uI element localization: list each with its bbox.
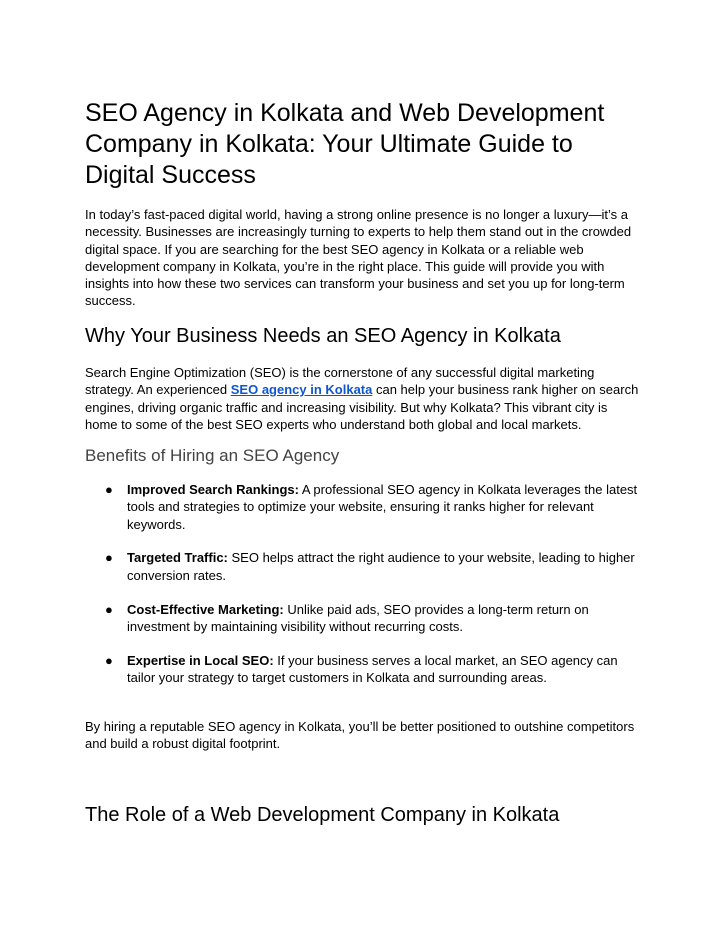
item-title: Expertise in Local SEO:	[127, 652, 274, 668]
list-item	[85, 481, 641, 533]
text: can help your business rank higher on search engines, driving organic traffic and increasing visibility. But why Kolkata? This vibrant city is home to some of the best SEO experts who understand both global and local markets.	[85, 382, 639, 432]
bullet: ●	[105, 550, 113, 566]
item-text: SEO helps attract the right audience to your website, leading to higher conversion rates.	[127, 550, 635, 583]
intro-paragraph: In today’s fast-paced digital world, having a strong online presence is no longer a luxury—it’s a necessity. Businesses are increasingly turning to experts to help them stand out in the crowded digital space. If you are searching for the best SEO agency in Kolkata or a reliable web development company in Kolkata, you’re in the right place. This guide will provide you with insights into how these two services can transform your business and set you up for long-term success.	[85, 207, 632, 309]
list-item	[85, 601, 641, 636]
section-heading-webdev: The Role of a Web Development Company in Kolkata	[85, 804, 560, 826]
bullet: ●	[105, 601, 113, 617]
conclusion-paragraph: By hiring a reputable SEO agency in Kolkata, you’ll be better positioned to outshine competitors and build a robust digital footprint.	[85, 719, 635, 752]
section-heading-seo: Why Your Business Needs an SEO Agency in Kolkata	[85, 325, 561, 347]
bullet: ●	[105, 652, 113, 668]
item-text: Unlike paid ads, SEO provides a long-term return on investment by maintaining visibility without recurring costs.	[127, 601, 589, 634]
item-title: Targeted Traffic:	[127, 550, 228, 566]
seo-paragraph	[85, 364, 641, 433]
bullet: ●	[105, 482, 113, 497]
item-title: Improved Search Rankings:	[127, 482, 299, 497]
page-title: SEO Agency in Kolkata and Web Development Company in Kolkata: Your Ultimate Guide to Digital Success	[85, 99, 605, 189]
list-item	[85, 652, 641, 687]
list-item	[85, 549, 641, 584]
benefits-list	[85, 481, 641, 703]
benefits-heading: Benefits of Hiring an SEO Agency	[85, 446, 340, 465]
seo-agency-link[interactable]: SEO agency in Kolkata	[230, 382, 373, 398]
item-text: If your business serves a local market, an SEO agency can tailor your strategy to target customers in Kolkata and surrounding areas.	[127, 652, 618, 686]
text: Search Engine Optimization (SEO) is the cornerstone of any successful digital marketing strategy. An experienced	[85, 365, 595, 398]
item-title: Cost-Effective Marketing:	[127, 601, 284, 617]
item-text: A professional SEO agency in Kolkata leverages the latest tools and strategies to optimize your website, ensuring it ranks higher for relevant keywords.	[127, 482, 638, 532]
